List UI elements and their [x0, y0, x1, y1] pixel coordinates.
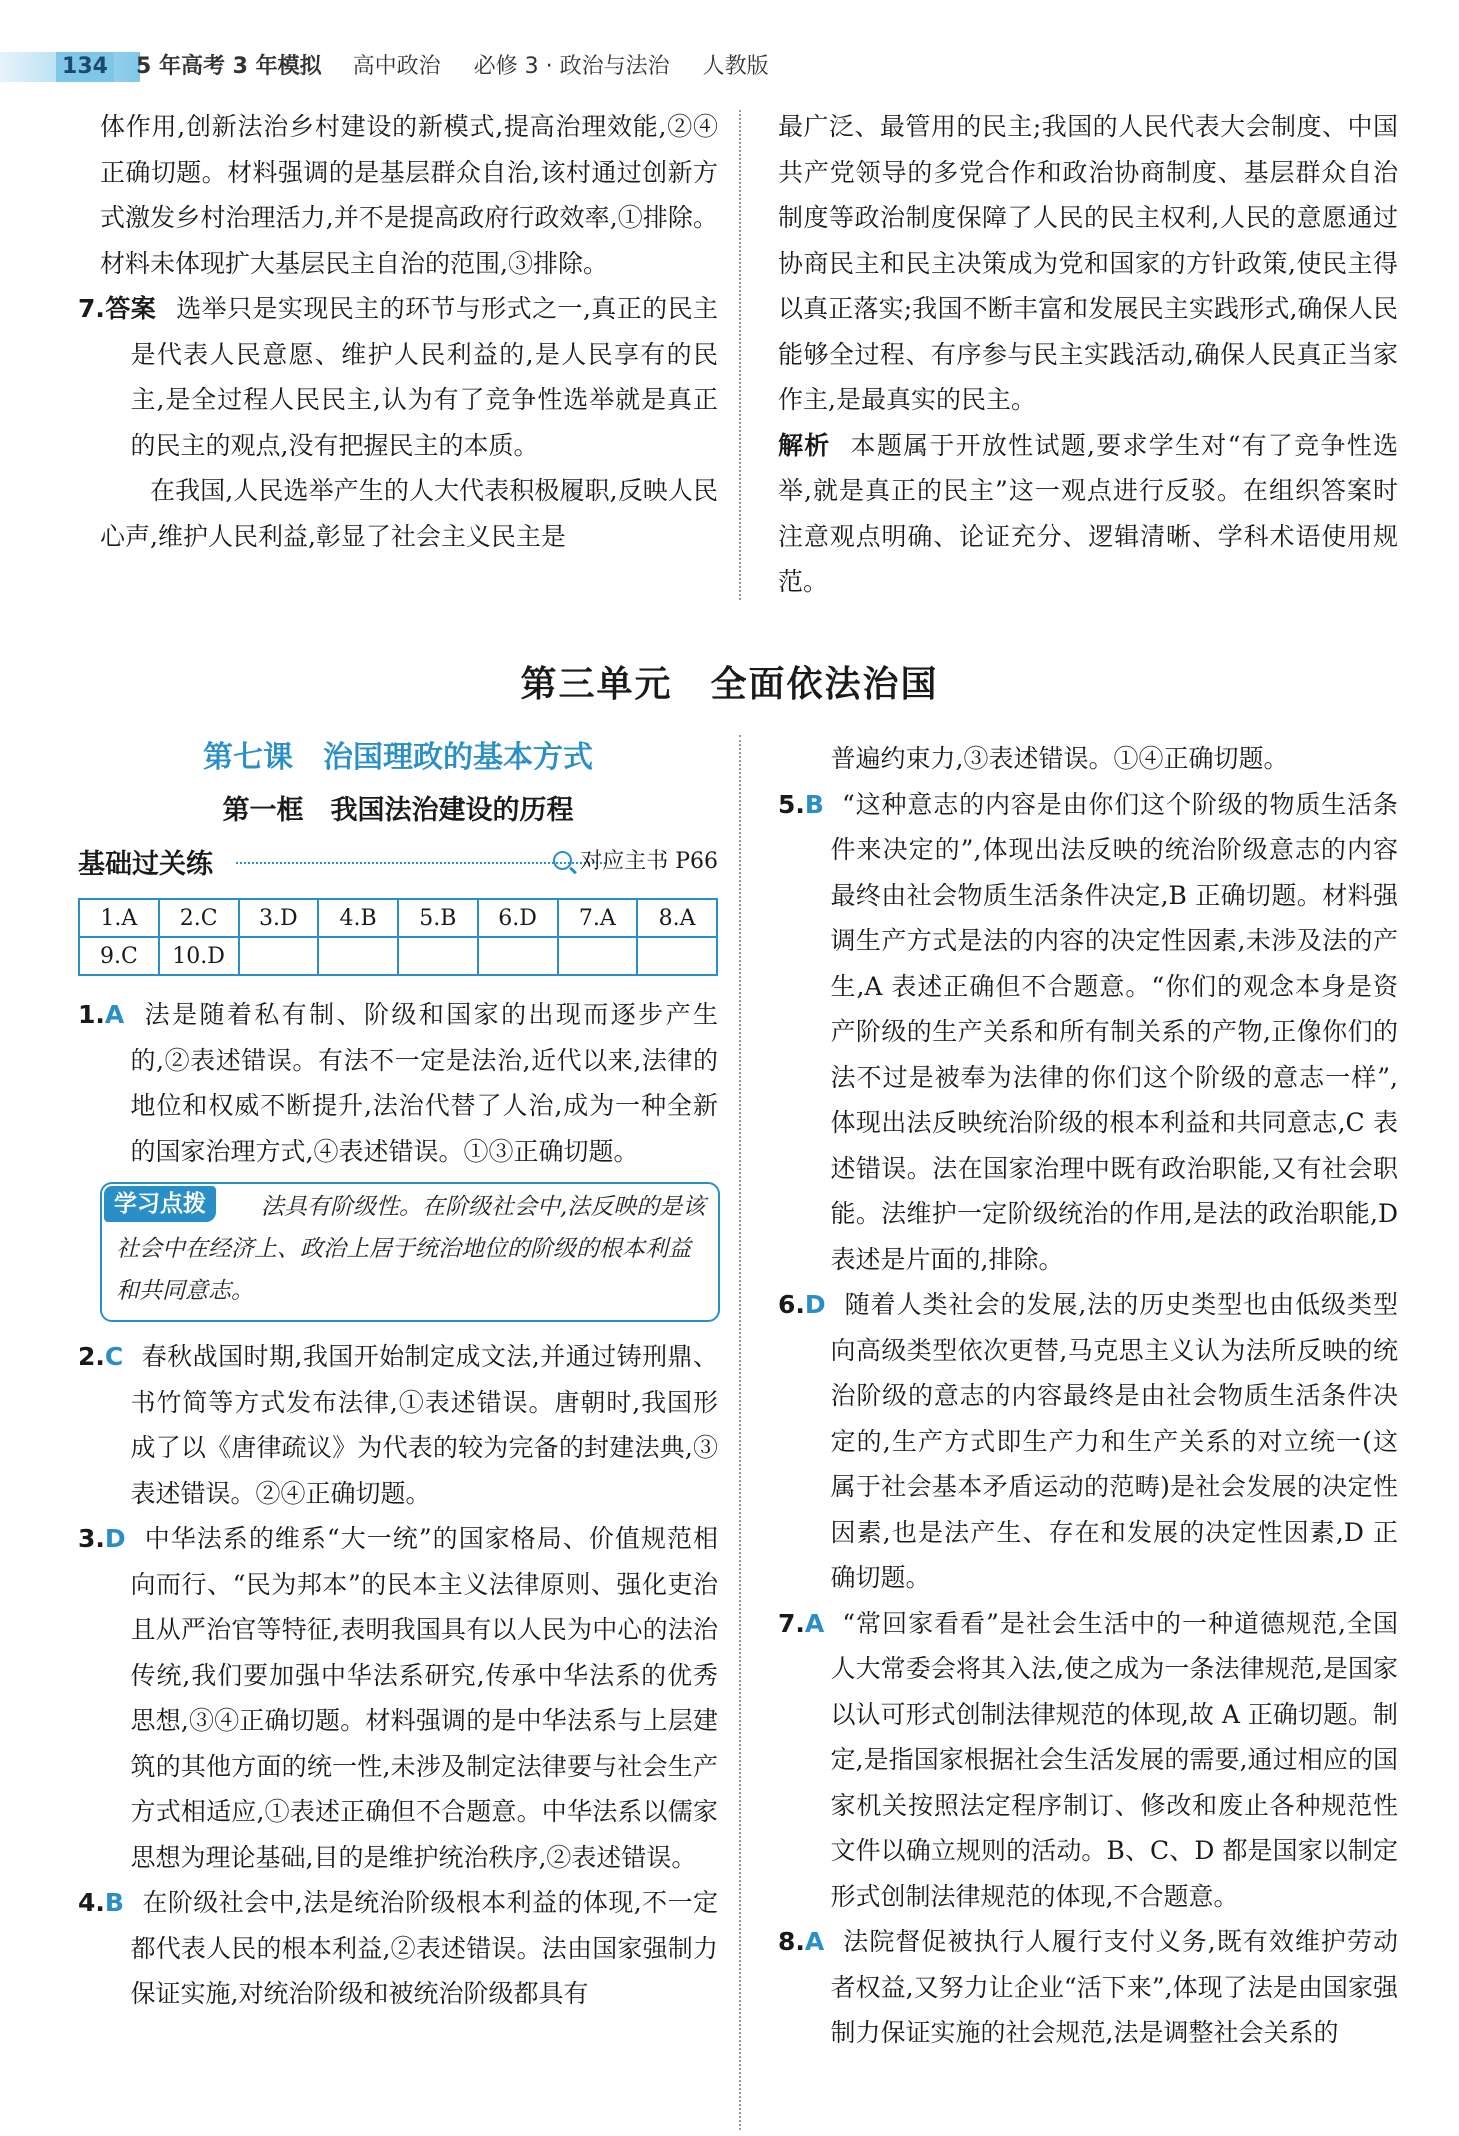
section-reference-text: 对应主书 P66 [580, 849, 718, 874]
q2-number: 2. [78, 1342, 105, 1371]
answer-5 [778, 782, 1398, 1283]
q4-number: 4. [78, 1888, 105, 1917]
q7b-number: 7. [778, 1608, 805, 1638]
header-course: 必修 3 · 政治与法治 [473, 54, 670, 79]
q8-answer: A [804, 1927, 825, 1956]
q3-explanation: 中华法系的维系“大一统”的国家格局、价值规范相向而行、“民为邦本”的民本主义法律原则、强化吏治且从严治官等特征,表明我国具有以人民为中心的法治传统,我们要加强中华法系研究,传承中华法系的优秀思想,③④正确切题。材料强调的是中华法系与上层建筑的其他方面的统一性,未涉及制定法律要与社会生产方式相适应,①表述正确但不合题意。中华法系以儒家思想为理论基础,目的是维护统治秩序,②表述错误。 [130, 1524, 718, 1872]
q5-answer: B [804, 789, 824, 819]
answers-2-4-block [78, 1334, 718, 2017]
table-cell [637, 937, 717, 975]
analysis-text: 本题属于开放性试题,要求学生对“有了竞争性选举,就是真正的民主”这一观点进行反驳。在组织答案时注意观点明确、论证充分、逻辑清晰、学科术语使用规范。 [778, 430, 1398, 596]
page-number: 134 [56, 52, 114, 82]
answer-7-continuation: 最广泛、最管用的民主;我国的人民代表大会制度、中国共产党领导的多党合作和政治协商制度、基层群众自治制度等政治制度保障了人民的民主权利,人民的意愿通过协商民主和民主决策成为党和国家的方针政策,使民主得以真正落实;我国不断丰富和发展民主实践形式,确保人民能够全过程、有序参与民主实践活动,确保人民真正当家作主,是最真实的民主。 [778, 112, 1398, 414]
table-cell: 10.D [159, 937, 239, 975]
top-left-column [78, 104, 718, 559]
answer-7 [78, 286, 718, 468]
search-icon [553, 851, 572, 870]
q1-number: 1. [78, 1000, 105, 1029]
q1-answer: A [104, 1000, 125, 1029]
table-cell [558, 937, 638, 975]
q3-number: 3. [78, 1524, 105, 1553]
lesson-title: 第七课 治国理政的基本方式 [203, 740, 593, 775]
table-cell [398, 937, 478, 975]
q5-explanation: “这种意志的内容是由你们这个阶级的物质生活条件来决定的”,体现出法反映的统治阶级意志的内容最终由社会物质生活条件决定,B 正确切题。材料强调生产方式是法的内容的决定性因素,未涉及法的产生,A 表述正确但不合题意。“你们的观念本身是资产阶级的生产关系和所有制关系的产物,正像你们的法不过是被奉为法律的你们这个阶级的意志一样”,体现出法反映统治阶级的根本利益和共同意志,C 表述错误。法在国家治理中既有政治职能,又有社会职能。法维护一定阶级统治的作用,是法的政治职能,D 表述是片面的,排除。 [830, 789, 1398, 1274]
answer-4-continuation: 普遍约束力,③表述错误。①④正确切题。 [830, 744, 1289, 773]
study-tip-label: 学习点拨 [104, 1186, 216, 1222]
q2-explanation: 春秋战国时期,我国开始制定成文法,并通过铸刑鼎、书竹简等方式发布法律,①表述错误。唐朝时,我国形成了以《唐律疏议》为代表的较为完备的封建法典,③表述错误。②④正确切题。 [130, 1342, 718, 1508]
top-right-column [778, 104, 1398, 605]
analysis-label: 解析 [778, 430, 831, 460]
q4-answer: B [104, 1888, 124, 1917]
answer-8 [778, 1919, 1398, 2056]
q7-number: 7. [78, 294, 105, 323]
q6-answer: D [804, 1290, 826, 1319]
section-reference [553, 844, 718, 875]
answer-4 [78, 1880, 718, 2017]
q6-explanation: 随着人类社会的发展,法的历史类型也由低级类型向高级类型依次更替,马克思主义认为法所反映的统治阶级的意志的内容最终是由社会物质生活条件决定的,生产方式即生产力和生产关系的对立统一(这属于社会基本矛盾运动的范畴)是社会发展的决定性因素,也是法产生、存在和发展的决定性因素,D 正确切题。 [830, 1290, 1398, 1592]
table-cell: 7.A [558, 899, 638, 937]
q7-answer-text: 选举只是实现民主的环节与形式之一,真正的民主是代表人民意愿、维护人民利益的,是人民享有的民主,是全过程人民民主,认为有了竞争性选举就是真正的民主的观点,没有把握民主的本质。 [130, 294, 718, 460]
column-divider-bottom [739, 735, 741, 2130]
table-cell [318, 937, 398, 975]
section-label: 基础过关练 [78, 849, 213, 880]
table-cell: 2.C [159, 899, 239, 937]
q5-number: 5. [778, 789, 805, 819]
table-cell: 4.B [318, 899, 398, 937]
header-publisher: 人教版 [702, 54, 769, 79]
q7b-answer: A [804, 1608, 825, 1638]
study-tip-text: 法具有阶级性。在阶级社会中,法反映的是该社会中在经济上、政治上居于统治地位的阶级的根本利益和共同意志。 [116, 1194, 706, 1304]
q4-explanation: 在阶级社会中,法是统治阶级根本利益的体现,不一定都代表人民的根本利益,②表述错误。法由国家强制力保证实施,对统治阶级和被统治阶级都具有 [130, 1888, 718, 2008]
section-bar [78, 840, 718, 882]
answer-1-block [78, 992, 718, 1174]
header-brand: 5 年高考 3 年模拟 [136, 54, 322, 79]
q7-answer-label: 答案 [104, 294, 157, 323]
unit-title: 第三单元 全面依法治国 [520, 664, 939, 705]
header-title [136, 52, 795, 82]
header-level: 高中政治 [352, 54, 441, 79]
table-cell [478, 937, 558, 975]
answer-6-continuation: 体作用,创新法治乡村建设的新模式,提高治理效能,②④正确切题。材料强调的是基层群众自治,该村通过创新方式激发乡村治理活力,并不是提高政府行政效率,①排除。材料未体现扩大基层民主自治的范围,③排除。 [100, 112, 718, 278]
q7b-explanation: “常回家看看”是社会生活中的一种道德规范,全国人大常委会将其入法,使之成为一条法律规范,是国家以认可形式创制法律规范的体现,故 A 正确切题。制定,是指国家根据社会生活发展的需要,通过相应的国家机关按照法定程序制订、修改和废止各种规范性文件以确立规则的活动。B、C、D 都是国家以制定形式创制法律规范的体现,不合题意。 [830, 1608, 1398, 1911]
section-dotted-rule [236, 862, 606, 864]
q2-answer: C [104, 1342, 124, 1371]
answer-7-paragraph-2: 在我国,人民选举产生的人大代表积极履职,反映人民心声,维护人民利益,彰显了社会主义民主是 [100, 476, 718, 551]
table-cell: 8.A [637, 899, 717, 937]
table-cell: 6.D [478, 899, 558, 937]
answer-1 [78, 992, 718, 1174]
table-cell: 1.A [79, 899, 159, 937]
study-tip-box [100, 1182, 720, 1322]
frame-title: 第一框 我国法治建设的历程 [222, 795, 574, 826]
column-divider-top [739, 110, 741, 600]
table-cell: 5.B [398, 899, 478, 937]
table-cell [239, 937, 319, 975]
q1-explanation: 法是随着私有制、阶级和国家的出现而逐步产生的,②表述错误。有法不一定是法治,近代以来,法律的地位和权威不断提升,法治代替了人治,成为一种全新的国家治理方式,④表述错误。①③正确切题。 [130, 1000, 718, 1166]
table-cell: 3.D [239, 899, 319, 937]
q6-number: 6. [778, 1290, 805, 1319]
answer-2 [78, 1334, 718, 1516]
table-row [79, 899, 717, 937]
answer-3 [78, 1516, 718, 1880]
table-row [79, 937, 717, 975]
q8-number: 8. [778, 1927, 805, 1956]
q8-explanation: 法院督促被执行人履行支付义务,既有效维护劳动者权益,又努力让企业“活下来”,体现了法是由国家强制力保证实施的社会规范,法是调整社会关系的 [830, 1927, 1398, 2047]
table-cell: 9.C [79, 937, 159, 975]
answer-key-table [78, 898, 718, 976]
page-header [0, 0, 1459, 118]
answer-7-analysis [778, 423, 1398, 605]
answer-7-lesson [778, 1601, 1398, 1920]
answer-6 [778, 1282, 1398, 1601]
right-questions-column [778, 736, 1398, 2056]
q3-answer: D [104, 1524, 126, 1553]
